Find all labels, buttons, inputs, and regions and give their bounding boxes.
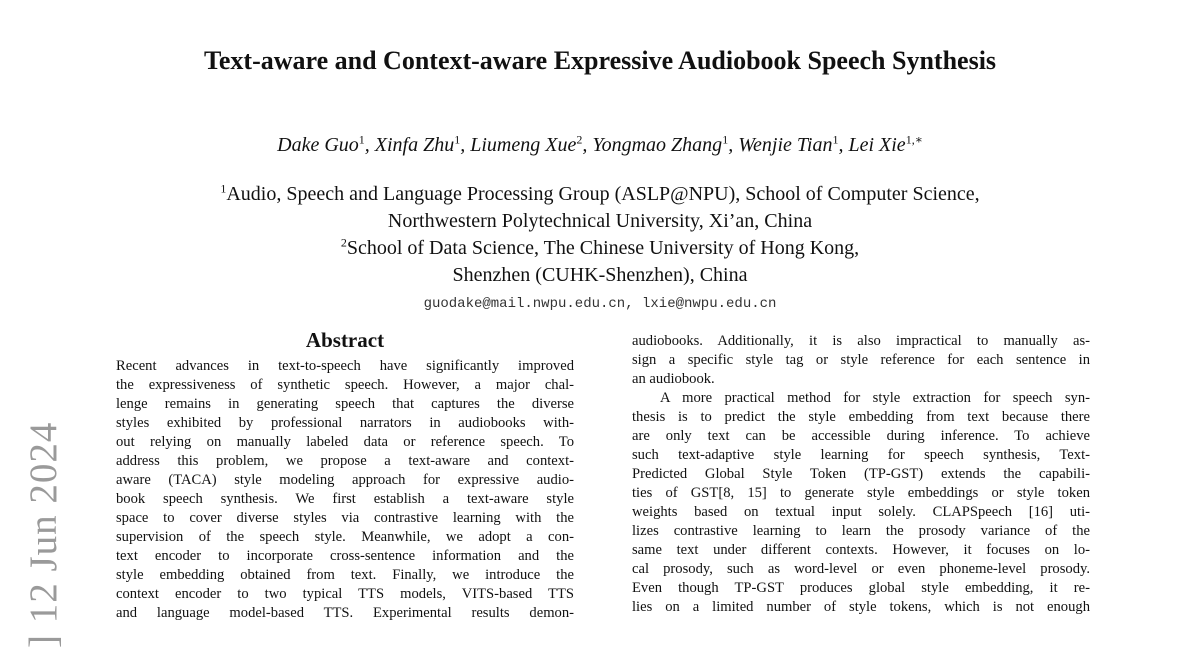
body-line: cal prosody, such as word-level or even phoneme-level prosody.: [632, 561, 1090, 577]
body-line: an audiobook.: [632, 371, 715, 387]
author-5: [738, 134, 838, 156]
author-sup: 1: [454, 132, 461, 147]
introduction-body: [632, 332, 1090, 617]
body-line: lizes contrastive learning to learn the prosody variance of the: [632, 523, 1090, 539]
affiliation-text: School of Data Science, The Chinese University of Hong Kong,: [346, 237, 860, 259]
author-sup: 1: [832, 132, 839, 147]
body-line: sign a specific style tag or style reference for each sentence in: [632, 352, 1090, 368]
body-line: thesis is to predict the style embedding from text because there: [632, 409, 1090, 425]
body-line: Even though TP-GST produces global style embedding, it re-: [632, 580, 1090, 596]
abstract-line: text encoder to incorporate cross-sentence information and the: [116, 548, 574, 564]
author-sup: 2: [576, 132, 583, 147]
affiliation-1-line-1: [0, 181, 1200, 208]
abstract-line: space to cover diverse styles via contrastive learning with the: [116, 510, 574, 526]
author-name: Wenjie Tian: [738, 134, 833, 156]
author-3: [470, 134, 582, 156]
body-line: lies on a limited number of style tokens, which is not enough: [632, 599, 1090, 615]
author-4: [592, 134, 728, 156]
arxiv-side-stamp: [12, 402, 76, 648]
author-emails: guodake@mail.nwpu.edu.cn, lxie@nwpu.edu.cn: [423, 296, 777, 312]
abstract-line: Recent advances in text-to-speech have significantly improved: [116, 358, 574, 374]
affiliation-sup: 1: [220, 181, 227, 196]
author-name: Xinfa Zhu: [374, 134, 455, 156]
abstract-line: styles exhibited by professional narrators in audiobooks with-: [116, 415, 574, 431]
body-line: A more practical method for style extraction for speech syn-: [660, 390, 1090, 406]
abstract-heading: Abstract: [305, 328, 385, 352]
abstract-line: the expressiveness of synthetic speech. However, a major chal-: [116, 377, 574, 393]
body-line: are only text can be accessible during inference. To achieve: [632, 428, 1090, 444]
affiliation-text: Audio, Speech and Language Processing Group (ASLP@NPU), School of Computer Science,: [226, 183, 980, 205]
author-name: Dake Guo: [277, 134, 359, 156]
abstract-line: lenge remains in generating speech that captures the diverse: [116, 396, 574, 412]
author-name: Liumeng Xue: [470, 134, 577, 156]
abstract-body: [116, 357, 574, 623]
author-name: Lei Xie: [848, 134, 906, 156]
author-6: [848, 134, 922, 156]
body-line: same text under different contexts. However, it focuses on lo-: [632, 542, 1090, 558]
body-line: Predicted Global Style Token (TP-GST) extends the capabili-: [632, 466, 1090, 482]
affiliation-sup: 2: [340, 235, 347, 250]
abstract-line: address this problem, we propose a text-aware and context-: [116, 453, 574, 469]
abstract-line: and language model-based TTS. Experimental results demon-: [116, 605, 574, 621]
abstract-line: supervision of the speech style. Meanwhile, we adopt a con-: [116, 529, 574, 545]
author-1: [277, 134, 365, 156]
body-line: weights based on textual input solely. CLAPSpeech [16] uti-: [632, 504, 1090, 520]
body-line: such text-adaptive style learning for speech synthesis, Text-: [632, 447, 1090, 463]
abstract-line: context encoder to two typical TTS models, VITS-based TTS: [116, 586, 574, 602]
abstract-line: style embedding obtained from text. Finally, we introduce the: [116, 567, 574, 583]
arxiv-stamp-text: ] 12 Jun 2024: [22, 421, 65, 648]
abstract-line: out relying on manually labeled data or reference speech. To: [116, 434, 574, 450]
abstract-line: book speech synthesis. We first establish a text-aware style: [116, 491, 574, 507]
affiliation-1-line-2: Northwestern Polytechnical University, Xi’an, China: [387, 210, 813, 232]
abstract-line: aware (TACA) style modeling approach for expressive audio-: [116, 472, 574, 488]
author-sup: 1: [722, 132, 729, 147]
author-sup: 1: [358, 132, 365, 147]
author-list: Dake Guo$^1$, Xinfa Zhu$^1$, Liumeng Xue$^2$, Yongmao Zhang$^1$, Wenjie Tian$^1$, Lei Xie$^{1,∗}$: [277, 132, 923, 156]
author-sup: 1,∗: [905, 132, 923, 147]
author-name: Yongmao Zhang: [592, 134, 723, 156]
body-line: ties of GST[8, 15] to generate style embeddings or style token: [632, 485, 1090, 501]
affiliations: [0, 181, 1200, 289]
paper-title: Text-aware and Context-aware Expressive Audiobook Speech Synthesis: [203, 46, 997, 75]
body-line: audiobooks. Additionally, it is also impractical to manually as-: [632, 333, 1090, 349]
affiliation-2-line-2: Shenzhen (CUHK-Shenzhen), China: [452, 264, 748, 286]
author-2: [375, 134, 460, 156]
affiliation-2-line-1: [0, 235, 1200, 262]
